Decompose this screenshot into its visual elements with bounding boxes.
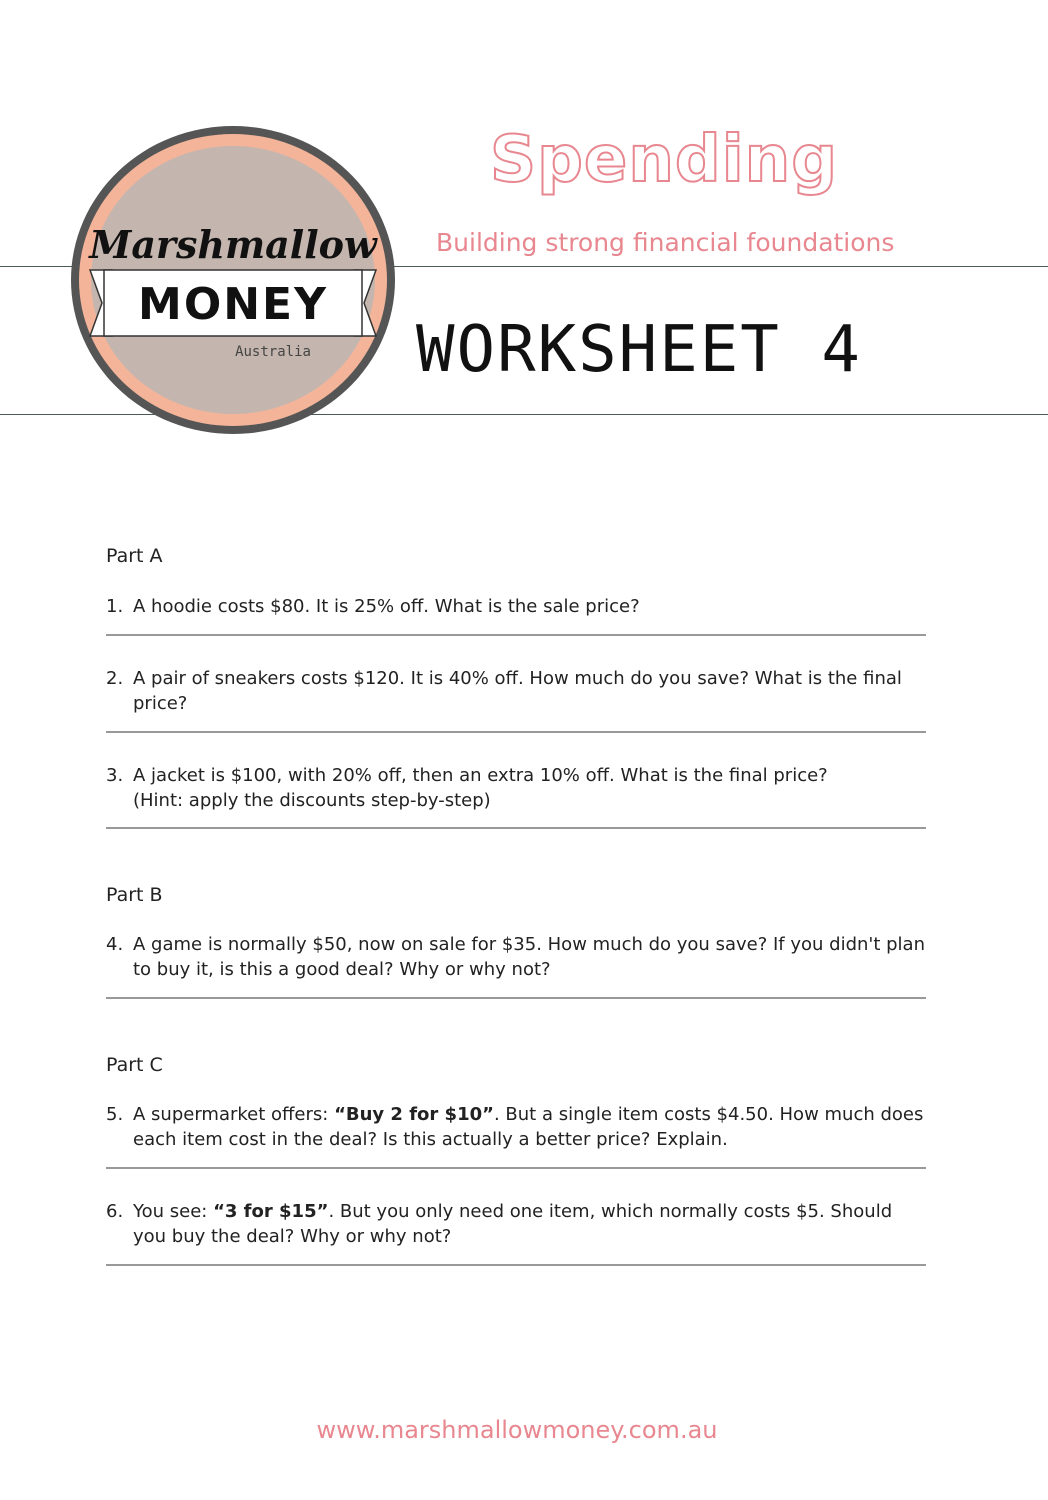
section-label-part-b: Part B bbox=[106, 884, 163, 906]
question-1 bbox=[106, 594, 926, 619]
deal-offer-text: “Buy 2 for $10” bbox=[334, 1104, 494, 1125]
deal-offer-text: “3 for $15” bbox=[213, 1201, 329, 1222]
logo-script-text: Marshmallow bbox=[89, 222, 377, 267]
question-text: A jacket is $100, with 20% off, then an extra 10% off. What is the final price? bbox=[133, 765, 828, 786]
question-hint: (Hint: apply the discounts step-by-step) bbox=[133, 790, 491, 811]
answer-line bbox=[106, 731, 926, 733]
question-text-pre: You see: bbox=[133, 1201, 214, 1222]
question-text bbox=[106, 1199, 926, 1249]
question-text-pre: A supermarket offers: bbox=[133, 1104, 335, 1125]
question-text: A pair of sneakers costs $120. It is 40% off. How much do you save? What is the final price? bbox=[133, 668, 902, 714]
question-6 bbox=[106, 1199, 926, 1249]
question-text-post: . But a single item costs $4.50. How much does each item cost in the deal? Is this actually a better price? Explain. bbox=[133, 1104, 924, 1150]
page-title: Spending bbox=[490, 123, 838, 197]
page-subtitle: Building strong financial foundations bbox=[436, 228, 895, 257]
question-4 bbox=[106, 932, 926, 982]
footer-url-link[interactable]: www.marshmallowmoney.com.au bbox=[316, 1416, 718, 1444]
answer-line bbox=[106, 997, 926, 999]
question-5 bbox=[106, 1102, 926, 1152]
question-number: 3. bbox=[106, 765, 124, 786]
answer-line bbox=[106, 1264, 926, 1266]
question-number: 4. bbox=[106, 934, 124, 955]
question-number: 6. bbox=[106, 1201, 124, 1222]
question-number: 1. bbox=[106, 596, 124, 617]
answer-line bbox=[106, 634, 926, 636]
worksheet-label: WORKSHEET 4 bbox=[416, 313, 862, 387]
question-number: 5. bbox=[106, 1104, 124, 1125]
question-text: A game is normally $50, now on sale for $35. How much do you save? If you didn't plan to buy it, is this a good deal? Why or why not? bbox=[133, 934, 925, 980]
question-text-post: . But you only need one item, which normally costs $5. Should you buy the deal? Why or why not? bbox=[133, 1201, 893, 1247]
answer-line bbox=[106, 1167, 926, 1169]
answer-line bbox=[106, 827, 926, 829]
logo-sub-text: Australia bbox=[235, 344, 311, 360]
question-2 bbox=[106, 666, 906, 716]
section-label-part-a: Part A bbox=[106, 545, 163, 567]
question-number: 2. bbox=[106, 668, 124, 689]
question-text: A hoodie costs $80. It is 25% off. What is the sale price? bbox=[133, 596, 640, 617]
question-3 bbox=[106, 763, 926, 813]
section-label-part-c: Part C bbox=[106, 1054, 163, 1076]
logo-banner-text: MONEY bbox=[138, 279, 328, 330]
marshmallow-money-logo bbox=[68, 124, 398, 436]
question-text bbox=[106, 1102, 926, 1152]
